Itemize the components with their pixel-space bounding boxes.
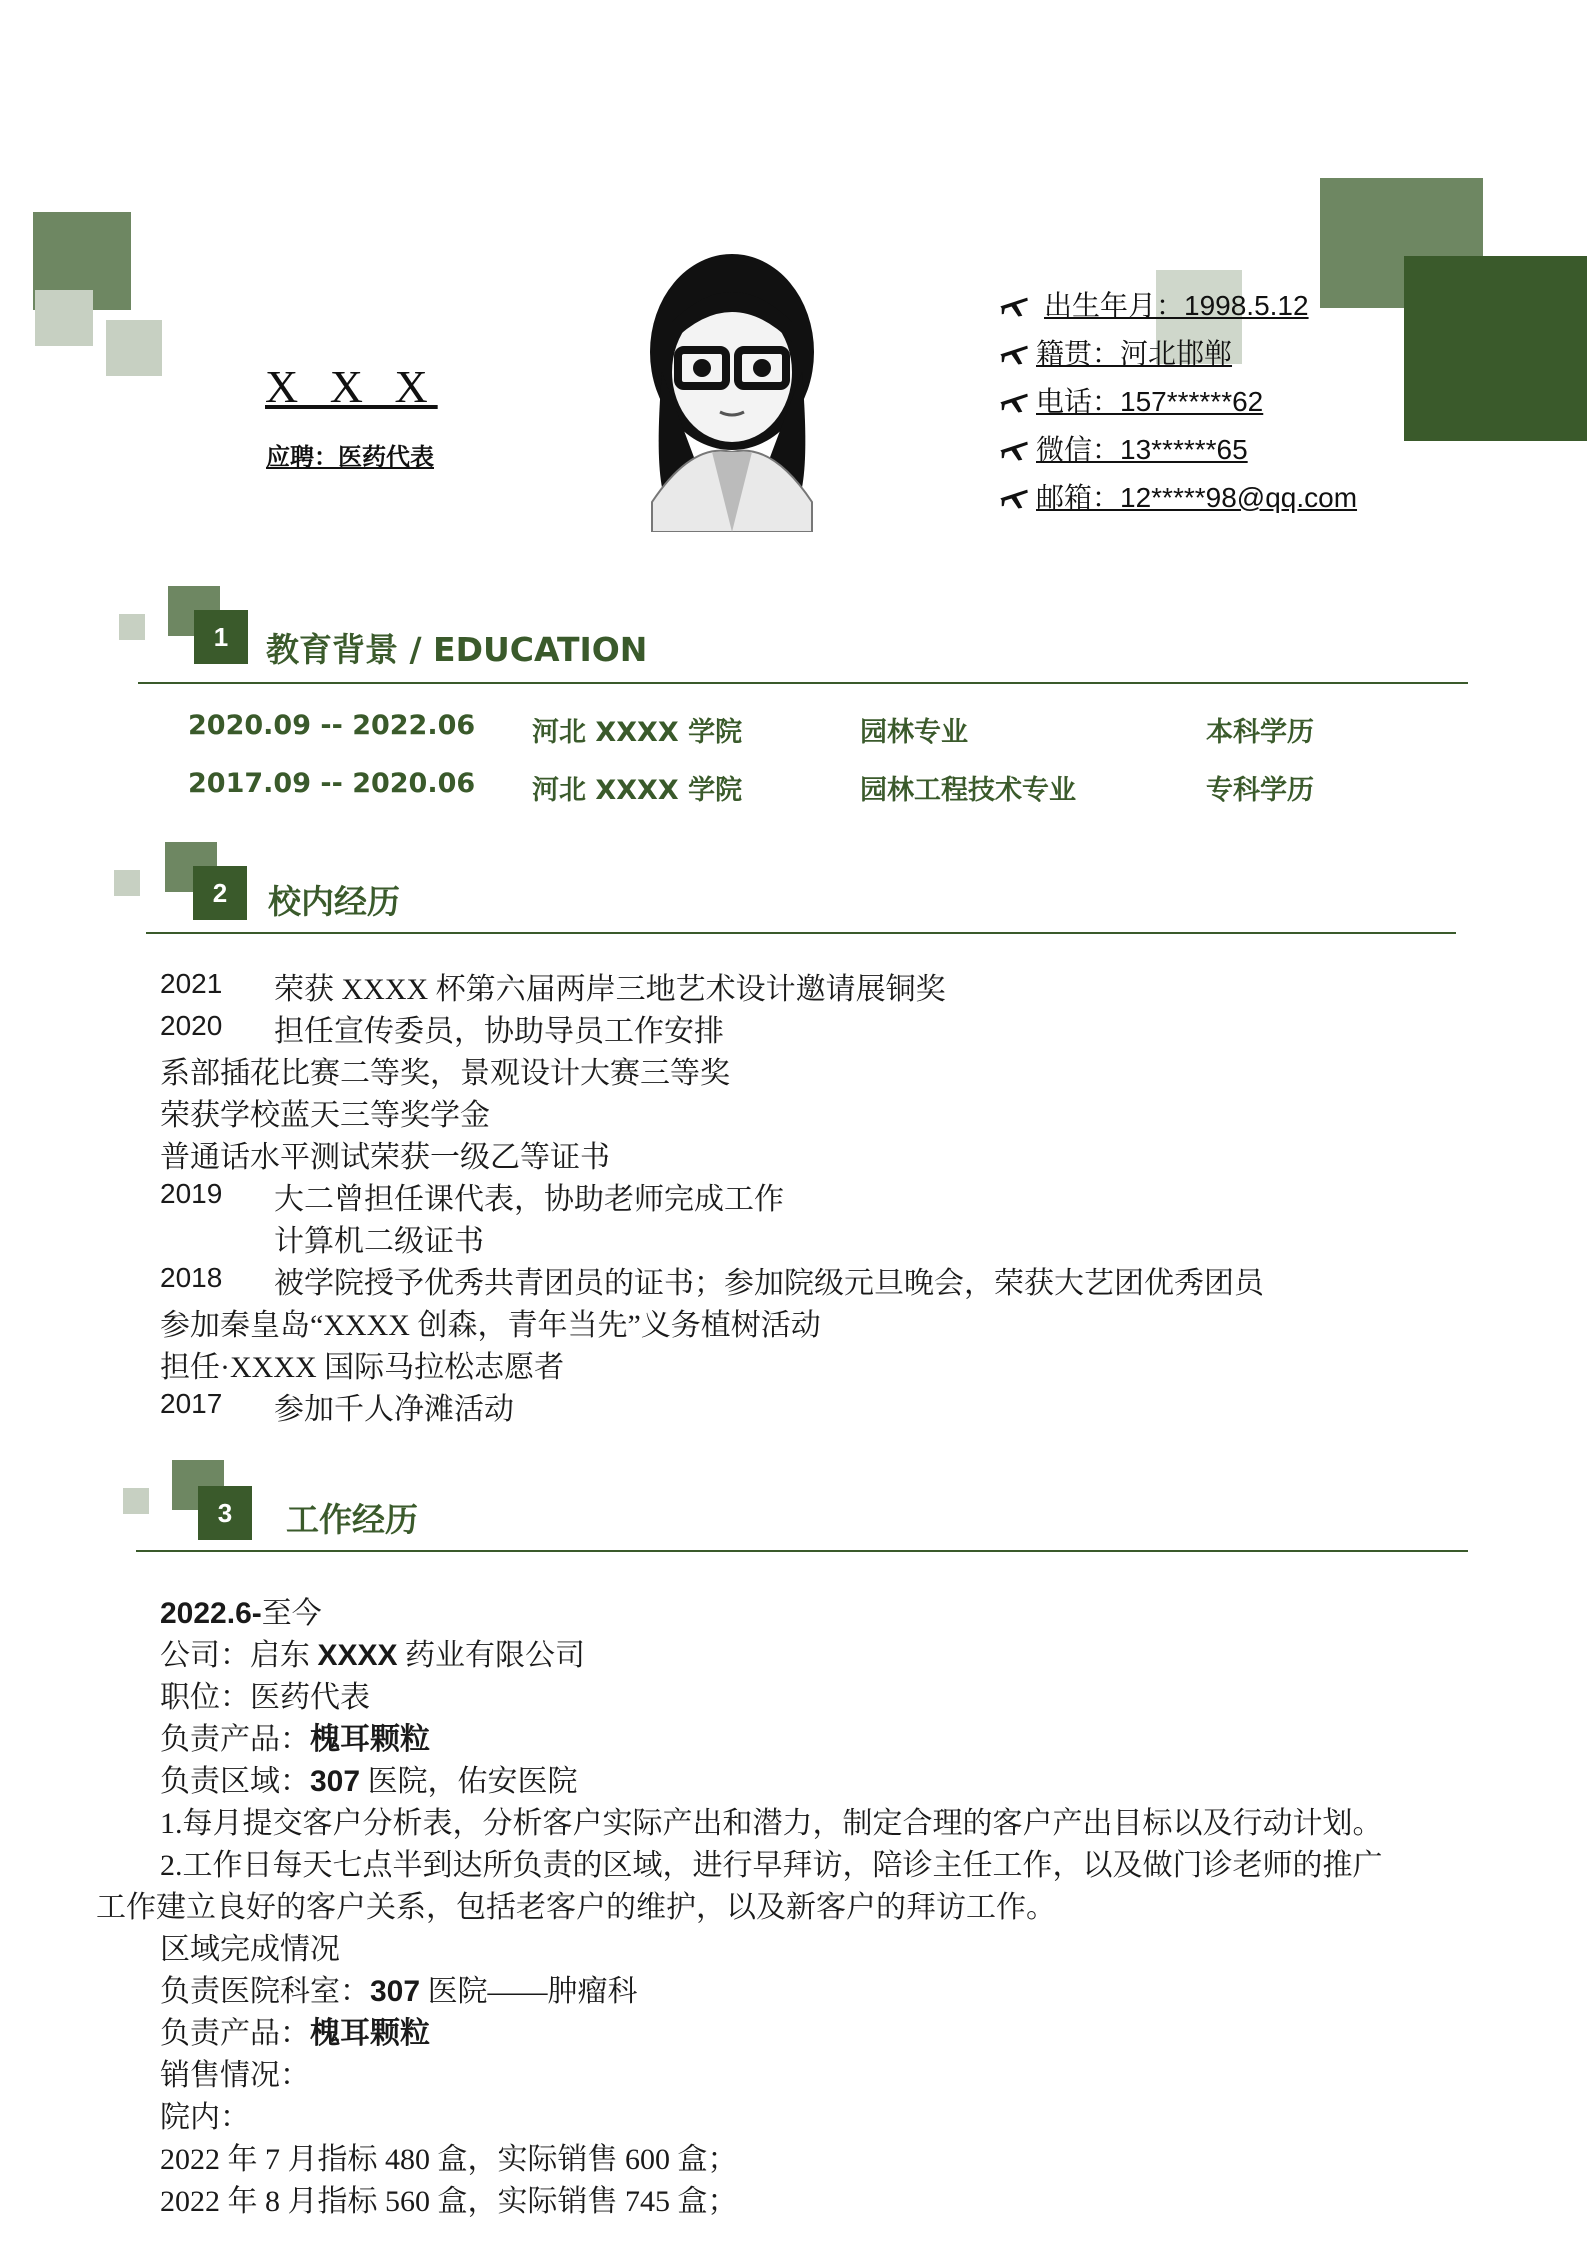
work-inside: 院内： <box>160 2101 250 2134</box>
contact-wechat: 微信：13******65 <box>998 428 1248 468</box>
experience-year: 2020 <box>160 1010 223 1041</box>
experience-item: 荣获 XXXX 杯第六届两岸三地艺术设计邀请展铜奖 <box>274 973 946 1006</box>
section-deco <box>114 870 140 896</box>
experience-item: 普通话水平测试荣获一级乙等证书 <box>160 1141 610 1174</box>
applied-position: 应聘：医药代表 <box>266 443 434 471</box>
contact-hometown: 籍贯：河北邯郸 <box>998 332 1232 372</box>
work-duty-2: 2.工作日每天七点半到达所负责的区域，进行早拜访，陪诊主任工作，以及做门诊老师的推广 <box>160 1849 1383 1882</box>
work-july: 2022 年 7 月指标 480 盒，实际销售 600 盒； <box>160 2143 738 2176</box>
experience-item: 担任·XXXX 国际马拉松志愿者 <box>160 1351 565 1384</box>
edu-degree: 专科学历 <box>1206 775 1314 806</box>
edu-period: 2020.09 -- 2022.06 <box>188 710 476 741</box>
edu-school: 河北 XXXX 学院 <box>532 775 743 806</box>
experience-year: 2017 <box>160 1388 223 1419</box>
deco-square <box>1404 256 1587 441</box>
airplane-icon <box>998 287 1030 319</box>
candidate-name: X X X <box>265 361 438 412</box>
section-divider <box>146 932 1456 934</box>
airplane-icon <box>998 479 1030 511</box>
airplane-icon <box>998 383 1030 415</box>
experience-item: 被学院授予优秀共青团员的证书；参加院级元旦晚会，荣获大艺团优秀团员 <box>274 1267 1264 1300</box>
work-area: 负责区域：307 医院，佑安医院 <box>160 1765 578 1798</box>
experience-item: 担任宣传委员，协助导员工作安排 <box>274 1015 724 1048</box>
edu-period: 2017.09 -- 2020.06 <box>188 768 476 799</box>
section-title-work: 工作经历 <box>286 1500 418 1539</box>
work-company: 公司：启东 XXXX 药业有限公司 <box>160 1639 586 1672</box>
work-sales: 销售情况： <box>160 2059 310 2092</box>
contact-birth: 出生年月：1998.5.12 <box>998 284 1309 324</box>
experience-year: 2019 <box>160 1178 223 1209</box>
section-number-education: 1 <box>194 610 248 664</box>
experience-year: 2018 <box>160 1262 223 1293</box>
section-deco <box>123 1488 149 1514</box>
experience-year: 2021 <box>160 968 223 999</box>
experience-item: 参加秦皇岛“XXXX 创森，青年当先”义务植树活动 <box>160 1309 821 1342</box>
edu-school: 河北 XXXX 学院 <box>532 717 743 748</box>
edu-degree: 本科学历 <box>1206 717 1314 748</box>
airplane-icon <box>998 431 1030 463</box>
work-product-2: 负责产品：槐耳颗粒 <box>160 2017 430 2050</box>
work-aug: 2022 年 8 月指标 560 盒，实际销售 745 盒； <box>160 2185 738 2218</box>
contact-phone: 电话：157******62 <box>998 380 1263 420</box>
work-period: 2022.6-至今 <box>160 1597 322 1630</box>
contact-email: 邮箱：12*****98@qq.com <box>998 476 1357 516</box>
section-number-work: 3 <box>198 1486 252 1540</box>
airplane-icon <box>998 335 1030 367</box>
work-duty-2-cont: 工作建立良好的客户关系，包括老客户的维护，以及新客户的拜访工作。 <box>96 1891 1056 1924</box>
deco-square <box>35 290 93 346</box>
avatar <box>612 232 852 532</box>
section-number-school: 2 <box>193 866 247 920</box>
edu-major: 园林工程技术专业 <box>860 775 1076 806</box>
experience-item: 荣获学校蓝天三等奖学金 <box>160 1099 490 1132</box>
section-divider <box>136 1550 1468 1552</box>
section-deco <box>119 614 145 640</box>
work-duty-1: 1.每月提交客户分析表，分析客户实际产出和潜力，制定合理的客户产出目标以及行动计划。 <box>160 1807 1383 1840</box>
section-divider <box>138 682 1468 684</box>
experience-item: 计算机二级证书 <box>274 1225 484 1258</box>
experience-item: 大二曾担任课代表，协助老师完成工作 <box>274 1183 784 1216</box>
experience-item: 系部插花比赛二等奖，景观设计大赛三等奖 <box>160 1057 730 1090</box>
edu-major: 园林专业 <box>860 717 968 748</box>
section-title-school: 校内经历 <box>268 882 400 921</box>
experience-item: 参加千人净滩活动 <box>274 1393 514 1426</box>
work-product: 负责产品：槐耳颗粒 <box>160 1723 430 1756</box>
section-title-education: 教育背景 / EDUCATION <box>266 630 648 669</box>
work-dept: 负责医院科室：307 医院——肿瘤科 <box>160 1975 638 2008</box>
work-position: 职位：医药代表 <box>160 1681 370 1714</box>
work-area-done: 区域完成情况 <box>160 1933 340 1966</box>
deco-square <box>106 320 162 376</box>
